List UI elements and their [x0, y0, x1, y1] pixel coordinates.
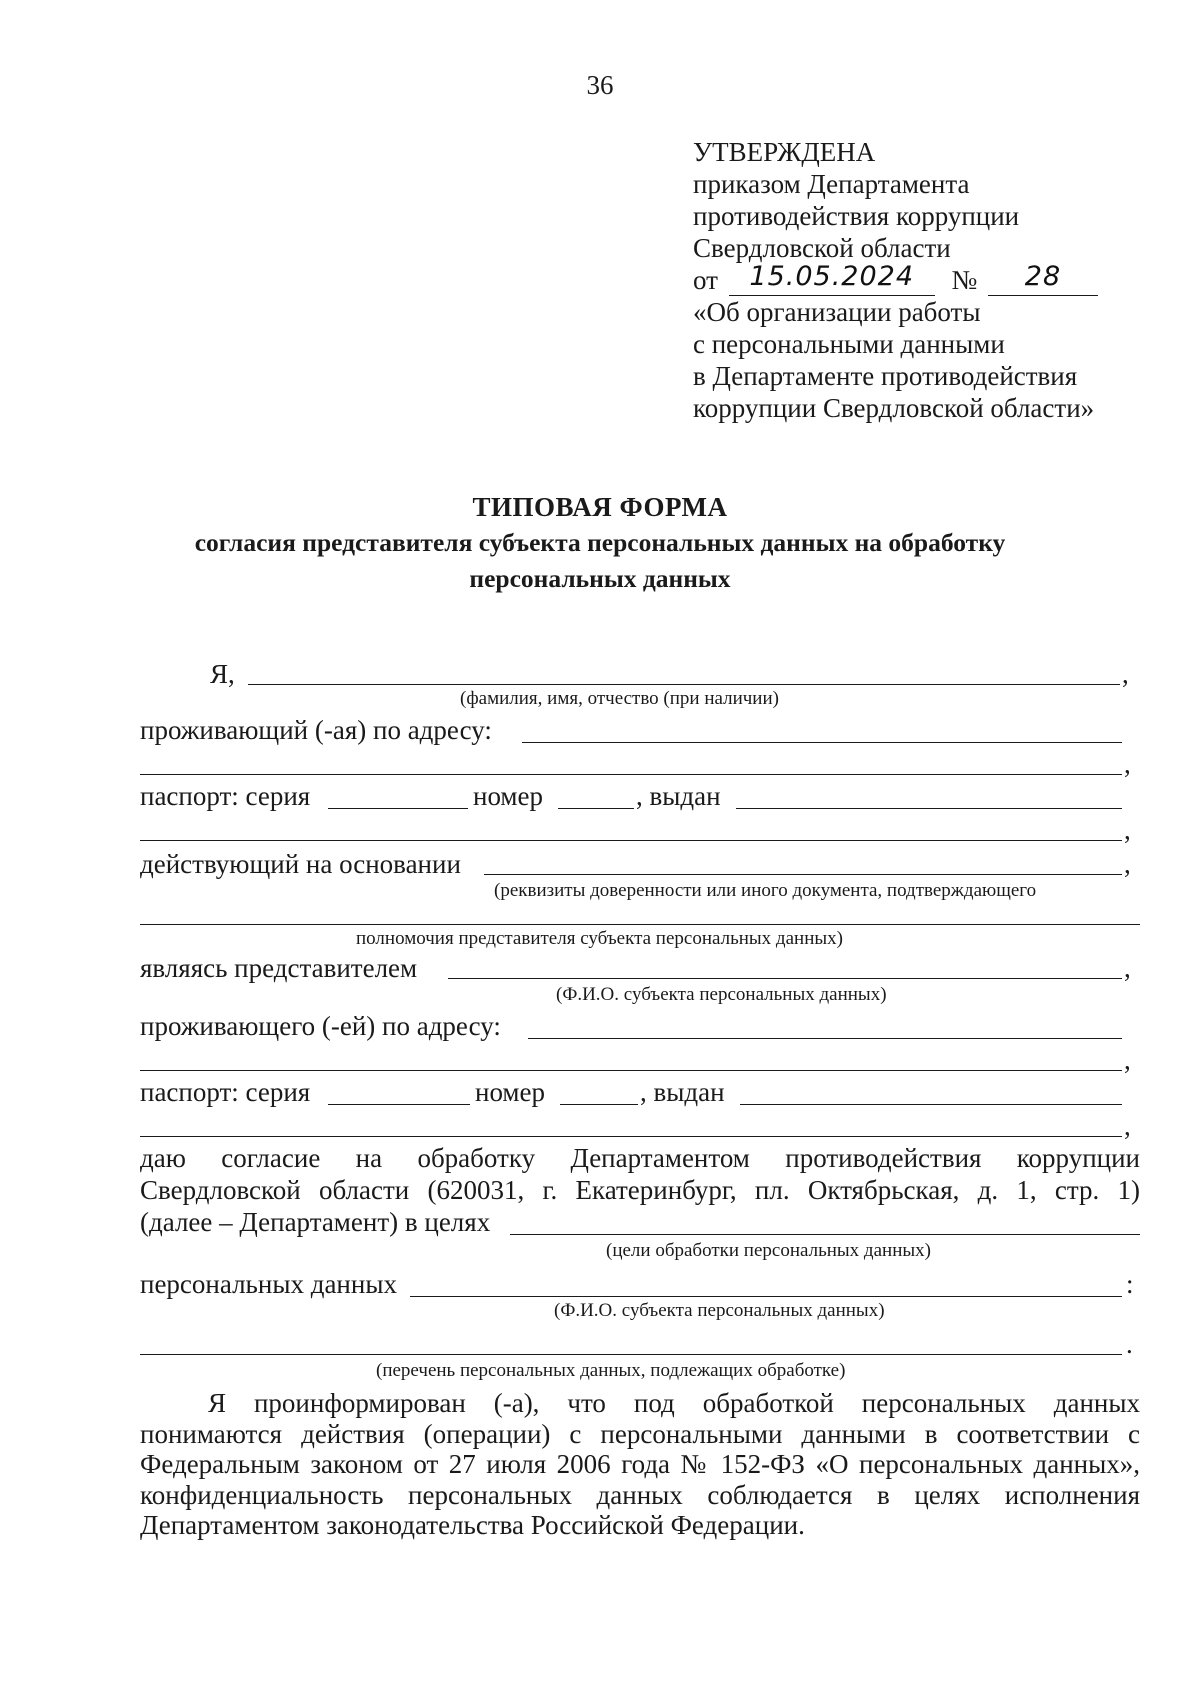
form-subtitle-1: согласия представителя субъекта персональных данных на обработку [194, 528, 1006, 557]
form-title: ТИПОВАЯ ФОРМА [472, 492, 728, 522]
date-prefix: от [693, 265, 718, 295]
subject-address-comma: , [1124, 1045, 1131, 1075]
approval-line-2: противодействия коррупции [693, 201, 1020, 231]
fio-line[interactable] [248, 684, 1120, 685]
subject-passport-issued-label: , выдан [640, 1077, 725, 1107]
passport-series-line[interactable] [328, 808, 468, 809]
residing-label: проживающий (-ая) по адресу: [140, 715, 492, 745]
consent-line-3 [0, 1204, 1200, 1238]
basis-label: действующий на основании [140, 849, 461, 879]
purposes-caption: (цели обработки персональных данных) [606, 1240, 931, 1261]
address-comma: , [1124, 749, 1131, 779]
subject-passport-number-line[interactable] [560, 1104, 638, 1105]
data-list-caption: (перечень персональных данных, подлежащих обработке) [376, 1360, 846, 1381]
order-title-2: с персональными данными [693, 329, 1005, 359]
approval-heading: УТВЕРЖДЕНА [693, 137, 876, 167]
approval-line-1: приказом Департамента [693, 169, 970, 199]
data-list-period: . [1126, 1329, 1133, 1359]
subject-passport-row-2 [0, 1108, 1200, 1142]
consent-line-1 [140, 1140, 1140, 1174]
consent-text-3: (далее – Департамент) в целях [140, 1207, 491, 1237]
purposes-line[interactable] [510, 1234, 1140, 1235]
address-row-2 [0, 746, 1200, 780]
passport-row [0, 778, 1200, 812]
consent-line-2 [140, 1172, 1140, 1206]
subject-passport-series-line[interactable] [328, 1104, 470, 1105]
informed-paragraph: Я проинформирован (-а), что под обработкой персональных данных понимаются действия (операции) с персональными данными в соответствии с Федеральным законом от 27 июля 2006 года № 152-ФЗ «О персональных данных», конфиденциальность персональных данных соблюдается в целях исполнения Департаментом законодательства Российской Федерации. [140, 1388, 1140, 1540]
fio-comma: , [1122, 659, 1129, 689]
handwritten-date: 15.05.2024 [749, 261, 914, 292]
authority-caption: полномочия представителя субъекта персональных данных) [356, 928, 843, 949]
passport-comma: , [1124, 815, 1131, 845]
order-title-4: коррупции Свердловской области» [693, 393, 1095, 423]
subject-passport-series-label: паспорт: серия [140, 1077, 311, 1107]
personal-data-label: персональных данных [140, 1269, 397, 1299]
passport-issued-line[interactable] [736, 808, 1122, 809]
subject-passport-comma: , [1124, 1111, 1131, 1141]
requisites-caption: (реквизиты доверенности или иного документа, подтверждающего [494, 880, 1037, 901]
passport-number-label: номер [473, 781, 544, 811]
passport-issued-label: , выдан [636, 781, 721, 811]
subject-passport-row [0, 1074, 1200, 1108]
page-number: 36 [586, 70, 614, 100]
passport-series-label: паспорт: серия [140, 781, 311, 811]
subject-fio-caption-2: (Ф.И.О. субъекта персональных данных) [554, 1300, 885, 1321]
approval-line-3: Свердловской области [693, 233, 951, 263]
date-field [729, 261, 935, 296]
subject-address-line-1[interactable] [528, 1038, 1122, 1039]
representative-label: являясь представителем [140, 953, 418, 983]
subject-passport-number-label: номер [475, 1077, 546, 1107]
order-title-1: «Об организации работы [693, 297, 981, 327]
basis-comma: , [1124, 849, 1131, 879]
subject-passport-issued-line[interactable] [740, 1104, 1122, 1105]
number-prefix: № [951, 265, 978, 295]
basis-line[interactable] [484, 874, 1122, 875]
i-label: Я, [210, 659, 235, 689]
address-line-1[interactable] [522, 742, 1122, 743]
number-field [988, 261, 1098, 296]
personal-data-row [0, 1266, 1200, 1300]
order-title-3: в Департаменте противодействия [693, 361, 1078, 391]
fio-caption: (фамилия, имя, отчество (при наличии) [460, 688, 779, 709]
form-subtitle-2: персональных данных [469, 564, 731, 593]
subject-address-row-2 [0, 1042, 1200, 1076]
subject-residing-label: проживающего (-ей) по адресу: [140, 1011, 501, 1041]
approval-block [693, 136, 1098, 424]
personal-data-colon: : [1126, 1269, 1134, 1299]
passport-number-line[interactable] [558, 808, 634, 809]
basis-line-2[interactable] [140, 924, 1140, 925]
consent-text-2: Свердловской области (620031, г. Екатеринбург, пл. Октябрьская, д. 1, стр. 1) [140, 1175, 1140, 1205]
personal-data-line[interactable] [410, 1296, 1122, 1297]
data-list-row [0, 1326, 1200, 1360]
handwritten-number: 28 [1024, 261, 1062, 292]
address-row [0, 712, 1200, 746]
representative-line[interactable] [448, 978, 1122, 979]
passport-row-2 [0, 812, 1200, 846]
subject-fio-caption: (Ф.И.О. субъекта персональных данных) [556, 984, 887, 1005]
approval-date-row [693, 261, 1098, 296]
consent-text-1: даю согласие на обработку Департаментом противодействия коррупции [140, 1143, 1140, 1173]
subject-address-row [0, 1008, 1200, 1042]
representative-comma: , [1124, 953, 1131, 983]
